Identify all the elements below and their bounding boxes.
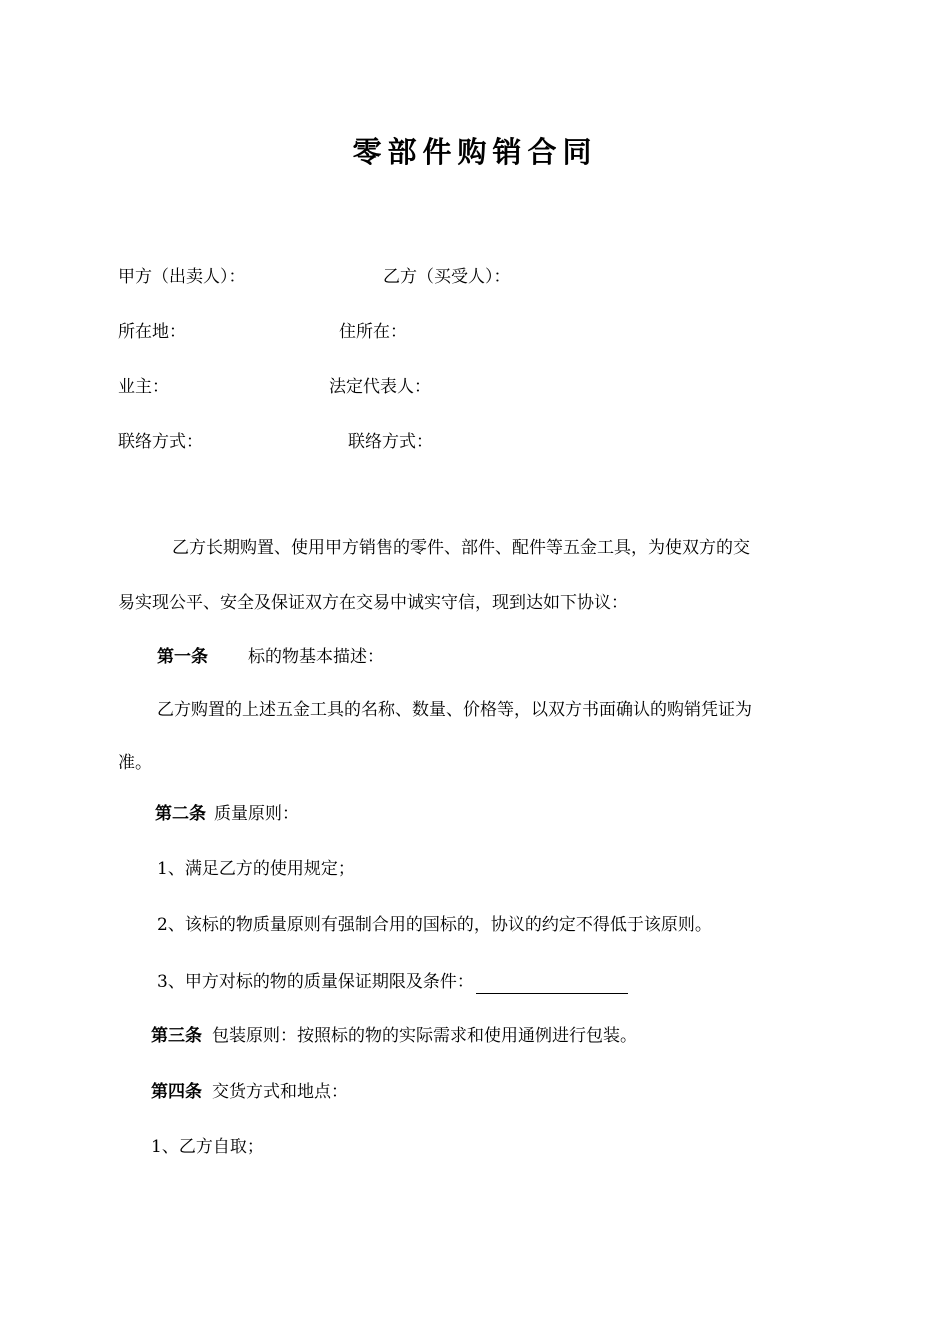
party-b-label: 乙方（买受人）： <box>383 267 511 287</box>
article-1-body-line-2: 准。 <box>118 753 152 773</box>
article-4-title: 交货方式和地点： <box>212 1082 348 1102</box>
contract-title: 零部件购销合同 <box>352 135 598 169</box>
article-4-heading: 第四条 <box>151 1082 202 1102</box>
article-3-row <box>151 1024 637 1048</box>
article-1-title: 标的物基本描述： <box>248 647 384 667</box>
article-4-item-1: 1、乙方自取； <box>151 1137 264 1157</box>
article-3-heading: 第三条 <box>151 1026 202 1046</box>
article-3-text: 包装原则：按照标的物的实际需求和使用通例进行包装。 <box>212 1026 637 1046</box>
intro-line-1: 乙方长期购置、使用甲方销售的零件、部件、配件等五金工具，为使双方的交 <box>172 538 750 558</box>
contact-b-label: 联络方式： <box>348 432 433 452</box>
intro-line-2: 易实现公平、安全及保证双方在交易中诚实守信，现到达如下协议： <box>118 593 628 613</box>
article-2-title: 质量原则： <box>214 804 299 824</box>
legal-rep-label: 法定代表人： <box>329 377 431 397</box>
article-2-item-1: 1、满足乙方的使用规定； <box>157 859 355 879</box>
article-2-heading: 第二条 <box>155 804 206 824</box>
residence-label: 住所在： <box>339 322 407 342</box>
article-2-item-3-row <box>157 970 628 994</box>
party-a-label: 甲方（出卖人）： <box>118 267 246 287</box>
article-1-body-line-1: 乙方购置的上述五金工具的名称、数量、价格等，以双方书面确认的购销凭证为 <box>157 700 752 720</box>
owner-label: 业主： <box>118 377 169 397</box>
warranty-blank-line <box>476 973 628 994</box>
article-2-item-3: 3、甲方对标的物的质量保证期限及条件： <box>157 972 474 992</box>
article-1-heading-row <box>157 645 384 669</box>
article-1-heading: 第一条 <box>157 647 208 667</box>
article-2-item-2: 2、该标的物质量原则有强制合用的国标的，协议的约定不得低于该原则。 <box>157 915 712 935</box>
article-2-heading-row <box>155 802 299 826</box>
location-label: 所在地： <box>118 322 186 342</box>
contact-a-label: 联络方式： <box>118 432 203 452</box>
article-4-heading-row <box>151 1080 348 1104</box>
